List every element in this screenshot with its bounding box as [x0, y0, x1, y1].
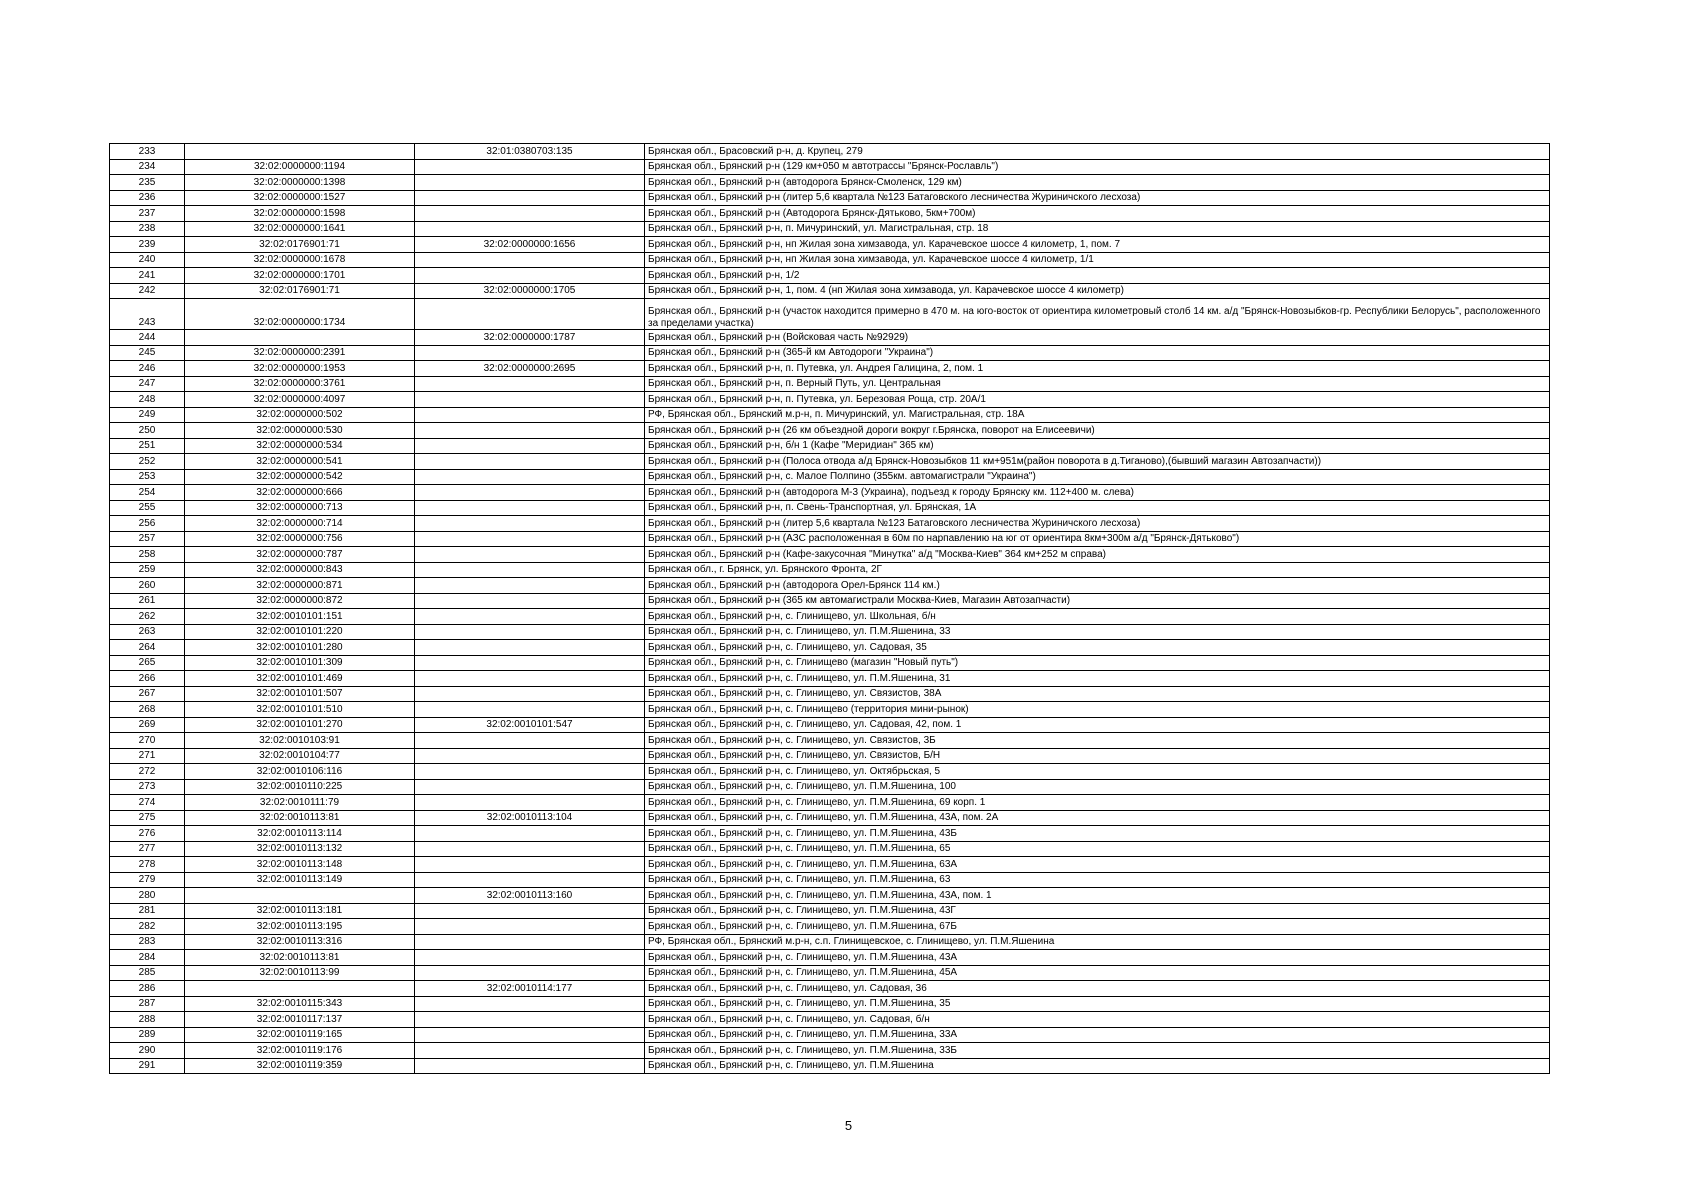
row-number-cell: 236: [110, 190, 185, 206]
related-cadastral-number-cell: 32:01:0380703:135: [415, 144, 645, 160]
address-cell: Брянская обл., Брянский р-н, с. Глинищево, ул. П.М.Яшенина, 31: [645, 671, 1550, 687]
cadastral-number-cell: 32:02:0010113:99: [185, 965, 415, 981]
table-row: [110, 857, 1550, 873]
cadastral-number-cell: 32:02:0000000:2391: [185, 345, 415, 361]
related-cadastral-number-cell: [415, 593, 645, 609]
address-cell: Брянская обл., Брянский р-н, с. Глинищево, ул. П.М.Яшенина, 33А: [645, 1027, 1550, 1043]
related-cadastral-number-cell: [415, 965, 645, 981]
cadastral-number-cell: 32:02:0010113:149: [185, 872, 415, 888]
related-cadastral-number-cell: [415, 702, 645, 718]
address-cell: Брянская обл., Брянский р-н (129 км+050 м автотрассы "Брянск-Рославль"): [645, 159, 1550, 175]
cadastral-number-cell: 32:02:0000000:542: [185, 469, 415, 485]
related-cadastral-number-cell: [415, 857, 645, 873]
row-number-cell: 287: [110, 996, 185, 1012]
cadastral-number-cell: 32:02:0176901:71: [185, 283, 415, 299]
row-number-cell: 260: [110, 578, 185, 594]
table-row: [110, 361, 1550, 377]
table-row: [110, 454, 1550, 470]
address-cell: Брянская обл., Брянский р-н, с. Глинищево, ул. П.М.Яшенина, 43Б: [645, 826, 1550, 842]
address-cell: Брянская обл., Брянский р-н, с. Глинищево, ул. Октябрьская, 5: [645, 764, 1550, 780]
row-number-cell: 277: [110, 841, 185, 857]
row-number-cell: 233: [110, 144, 185, 160]
cadastral-number-cell: 32:02:0000000:3761: [185, 376, 415, 392]
cadastral-number-cell: 32:02:0010113:148: [185, 857, 415, 873]
table-row: [110, 206, 1550, 222]
related-cadastral-number-cell: [415, 407, 645, 423]
related-cadastral-number-cell: [415, 159, 645, 175]
related-cadastral-number-cell: [415, 500, 645, 516]
table-row: [110, 593, 1550, 609]
row-number-cell: 262: [110, 609, 185, 625]
page-number: 5: [844, 1118, 853, 1133]
table-row: [110, 919, 1550, 935]
row-number-cell: 239: [110, 237, 185, 253]
row-number-cell: 247: [110, 376, 185, 392]
row-number-cell: 272: [110, 764, 185, 780]
row-number-cell: 258: [110, 547, 185, 563]
table-row: [110, 717, 1550, 733]
address-cell: Брянская обл., Брянский р-н (Полоса отвода а/д Брянск-Новозыбков 11 км+951м(район поворота в д.Тиганово),(бывший магазин Автозапчасти)): [645, 454, 1550, 470]
address-cell: Брянская обл., Брянский р-н, с. Глинищево, ул. П.М.Яшенина, 69 корп. 1: [645, 795, 1550, 811]
address-cell: Брянская обл., Брянский р-н (Кафе-закусочная "Минутка" а/д "Москва-Киев" 364 км+252 м справа): [645, 547, 1550, 563]
row-number-cell: 278: [110, 857, 185, 873]
related-cadastral-number-cell: [415, 252, 645, 268]
address-cell: Брянская обл., Брянский р-н, с. Глинищево, ул. Связистов, 3Б: [645, 733, 1550, 749]
cadastral-number-cell: 32:02:0010113:132: [185, 841, 415, 857]
related-cadastral-number-cell: 32:02:0000000:1705: [415, 283, 645, 299]
row-number-cell: 241: [110, 268, 185, 284]
row-number-cell: 259: [110, 562, 185, 578]
table-row: [110, 345, 1550, 361]
table-row: [110, 1027, 1550, 1043]
related-cadastral-number-cell: 32:02:0010114:177: [415, 981, 645, 997]
related-cadastral-number-cell: [415, 423, 645, 439]
address-cell: Брянская обл., Брянский р-н (автодорога М-3 (Украина), подъезд к городу Брянску км. 112+400 м. слева): [645, 485, 1550, 501]
cadastral-number-cell: 32:02:0000000:1194: [185, 159, 415, 175]
property-table-body: [110, 144, 1550, 1074]
related-cadastral-number-cell: [415, 686, 645, 702]
related-cadastral-number-cell: [415, 779, 645, 795]
address-cell: Брянская обл., Брянский р-н, с. Глинищево, ул. П.М.Яшенина, 43Г: [645, 903, 1550, 919]
table-row: [110, 764, 1550, 780]
row-number-cell: 256: [110, 516, 185, 532]
address-cell: Брянская обл., Брянский р-н (автодорога Орел-Брянск 114 км.): [645, 578, 1550, 594]
table-row: [110, 531, 1550, 547]
table-row: [110, 934, 1550, 950]
table-row: [110, 237, 1550, 253]
cadastral-number-cell: 32:02:0000000:872: [185, 593, 415, 609]
related-cadastral-number-cell: [415, 562, 645, 578]
address-cell: РФ, Брянская обл., Брянский м.р-н, п. Мичуринский, ул. Магистральная, стр. 18А: [645, 407, 1550, 423]
table-row: [110, 547, 1550, 563]
row-number-cell: 268: [110, 702, 185, 718]
table-row: [110, 903, 1550, 919]
row-number-cell: 240: [110, 252, 185, 268]
cadastral-number-cell: 32:02:0000000:1678: [185, 252, 415, 268]
related-cadastral-number-cell: [415, 748, 645, 764]
address-cell: Брянская обл., Брянский р-н, с. Глинищево, ул. П.М.Яшенина, 33: [645, 624, 1550, 640]
table-row: [110, 671, 1550, 687]
cadastral-number-cell: 32:02:0010119:176: [185, 1043, 415, 1059]
table-row: [110, 283, 1550, 299]
cadastral-number-cell: 32:02:0010103:91: [185, 733, 415, 749]
related-cadastral-number-cell: [415, 516, 645, 532]
table-row: [110, 144, 1550, 160]
address-cell: Брянская обл., Брянский р-н, с. Глинищево, ул. П.М.Яшенина, 35: [645, 996, 1550, 1012]
address-cell: Брянская обл., Брянский р-н, с. Глинищево, ул. П.М.Яшенина, 43А, пом. 2А: [645, 810, 1550, 826]
row-number-cell: 286: [110, 981, 185, 997]
table-row: [110, 810, 1550, 826]
row-number-cell: 253: [110, 469, 185, 485]
cadastral-number-cell: 32:02:0000000:530: [185, 423, 415, 439]
address-cell: Брянская обл., Брянский р-н, п. Верный Путь, ул. Центральная: [645, 376, 1550, 392]
related-cadastral-number-cell: [415, 1058, 645, 1074]
row-number-cell: 263: [110, 624, 185, 640]
row-number-cell: 288: [110, 1012, 185, 1028]
related-cadastral-number-cell: [415, 547, 645, 563]
table-row: [110, 655, 1550, 671]
row-number-cell: 237: [110, 206, 185, 222]
related-cadastral-number-cell: [415, 826, 645, 842]
table-row: [110, 407, 1550, 423]
address-cell: Брянская обл., Брянский р-н (автодорога Брянск-Смоленск, 129 км): [645, 175, 1550, 191]
related-cadastral-number-cell: [415, 1043, 645, 1059]
row-number-cell: 264: [110, 640, 185, 656]
related-cadastral-number-cell: 32:02:0000000:2695: [415, 361, 645, 377]
cadastral-number-cell: 32:02:0000000:1527: [185, 190, 415, 206]
address-cell: Брянская обл., Брянский р-н, с. Глинищево, ул. П.М.Яшенина, 43А, пом. 1: [645, 888, 1550, 904]
related-cadastral-number-cell: [415, 795, 645, 811]
row-number-cell: 273: [110, 779, 185, 795]
table-row: [110, 1058, 1550, 1074]
table-row: [110, 469, 1550, 485]
row-number-cell: 289: [110, 1027, 185, 1043]
table-row: [110, 733, 1550, 749]
table-row: [110, 159, 1550, 175]
row-number-cell: 285: [110, 965, 185, 981]
related-cadastral-number-cell: 32:02:0000000:1787: [415, 330, 645, 346]
row-number-cell: 266: [110, 671, 185, 687]
cadastral-number-cell: 32:02:0010119:165: [185, 1027, 415, 1043]
related-cadastral-number-cell: [415, 841, 645, 857]
address-cell: Брянская обл., Брянский р-н (365-й км Автодороги "Украина"): [645, 345, 1550, 361]
cadastral-number-cell: [185, 330, 415, 346]
cadastral-number-cell: 32:02:0000000:843: [185, 562, 415, 578]
row-number-cell: 274: [110, 795, 185, 811]
address-cell: Брянская обл., Брянский р-н (26 км объездной дороги вокруг г.Брянска, поворот на Елисеевичи): [645, 423, 1550, 439]
table-row: [110, 516, 1550, 532]
table-row: [110, 996, 1550, 1012]
related-cadastral-number-cell: [415, 733, 645, 749]
related-cadastral-number-cell: [415, 206, 645, 222]
related-cadastral-number-cell: [415, 950, 645, 966]
address-cell: Брянская обл., Брянский р-н, нп Жилая зона химзавода, ул. Карачевское шоссе 4 километр, 1/1: [645, 252, 1550, 268]
related-cadastral-number-cell: [415, 903, 645, 919]
address-cell: Брянская обл., Брянский р-н, с. Глинищево, ул. Связистов, Б/Н: [645, 748, 1550, 764]
address-cell: Брянская обл., Брянский р-н, с. Глинищево, ул. П.М.Яшенина, 45А: [645, 965, 1550, 981]
cadastral-number-cell: 32:02:0000000:1641: [185, 221, 415, 237]
cadastral-number-cell: 32:02:0010117:137: [185, 1012, 415, 1028]
related-cadastral-number-cell: [415, 919, 645, 935]
related-cadastral-number-cell: [415, 934, 645, 950]
row-number-cell: 235: [110, 175, 185, 191]
table-row: [110, 330, 1550, 346]
address-cell: Брянская обл., Брянский р-н, с. Глинищево, ул. П.М.Яшенина, 100: [645, 779, 1550, 795]
cadastral-number-cell: 32:02:0010101:469: [185, 671, 415, 687]
related-cadastral-number-cell: [415, 531, 645, 547]
table-row: [110, 500, 1550, 516]
cadastral-number-cell: 32:02:0000000:666: [185, 485, 415, 501]
address-cell: Брянская обл., Брянский р-н, с. Глинищево, ул. Садовая, 36: [645, 981, 1550, 997]
table-row: [110, 175, 1550, 191]
address-cell: Брянская обл., Брянский р-н, б/н 1 (Кафе "Меридиан" 365 км): [645, 438, 1550, 454]
address-cell: РФ, Брянская обл., Брянский м.р-н, с.п. Глинищевское, с. Глинищево, ул. П.М.Яшенина: [645, 934, 1550, 950]
cadastral-number-cell: 32:02:0000000:713: [185, 500, 415, 516]
cadastral-number-cell: 32:02:0010111:79: [185, 795, 415, 811]
table-row: [110, 950, 1550, 966]
related-cadastral-number-cell: [415, 655, 645, 671]
row-number-cell: 275: [110, 810, 185, 826]
row-number-cell: 249: [110, 407, 185, 423]
row-number-cell: 280: [110, 888, 185, 904]
table-row: [110, 190, 1550, 206]
row-number-cell: 246: [110, 361, 185, 377]
table-row: [110, 965, 1550, 981]
address-cell: Брянская обл., Брянский р-н, с. Глинищево, ул. П.М.Яшенина, 63А: [645, 857, 1550, 873]
row-number-cell: 290: [110, 1043, 185, 1059]
table-row: [110, 702, 1550, 718]
related-cadastral-number-cell: [415, 190, 645, 206]
row-number-cell: 248: [110, 392, 185, 408]
cadastral-number-cell: 32:02:0000000:4097: [185, 392, 415, 408]
cadastral-number-cell: 32:02:0010113:195: [185, 919, 415, 935]
row-number-cell: 291: [110, 1058, 185, 1074]
row-number-cell: 283: [110, 934, 185, 950]
cadastral-number-cell: 32:02:0000000:1734: [185, 299, 415, 330]
table-row: [110, 640, 1550, 656]
cadastral-number-cell: 32:02:0010106:116: [185, 764, 415, 780]
row-number-cell: 243: [110, 299, 185, 330]
row-number-cell: 269: [110, 717, 185, 733]
related-cadastral-number-cell: 32:02:0010113:160: [415, 888, 645, 904]
table-row: [110, 299, 1550, 330]
table-row: [110, 423, 1550, 439]
address-cell: Брянская обл., Брянский р-н (литер 5,6 квартала №123 Батаговского лесничества Журиничского лесхоза): [645, 190, 1550, 206]
row-number-cell: 284: [110, 950, 185, 966]
row-number-cell: 244: [110, 330, 185, 346]
table-row: [110, 578, 1550, 594]
row-number-cell: 234: [110, 159, 185, 175]
related-cadastral-number-cell: [415, 764, 645, 780]
table-row: [110, 888, 1550, 904]
related-cadastral-number-cell: [415, 438, 645, 454]
cadastral-number-cell: [185, 981, 415, 997]
address-cell: Брянская обл., Брянский р-н, п. Свень-Транспортная, ул. Брянская, 1А: [645, 500, 1550, 516]
table-row: [110, 981, 1550, 997]
address-cell: Брянская обл., Брянский р-н, с. Глинищево, ул. Садовая, 42, пом. 1: [645, 717, 1550, 733]
table-row: [110, 872, 1550, 888]
row-number-cell: 242: [110, 283, 185, 299]
address-cell: Брянская обл., Брянский р-н, с. Малое Полпино (355км. автомагистрали "Украина"): [645, 469, 1550, 485]
address-cell: Брянская обл., Брянский р-н, с. Глинищево, ул. П.М.Яшенина: [645, 1058, 1550, 1074]
related-cadastral-number-cell: [415, 299, 645, 330]
cadastral-number-cell: 32:02:0000000:714: [185, 516, 415, 532]
row-number-cell: 257: [110, 531, 185, 547]
cadastral-number-cell: 32:02:0010119:359: [185, 1058, 415, 1074]
cadastral-number-cell: [185, 144, 415, 160]
related-cadastral-number-cell: [415, 376, 645, 392]
address-cell: Брянская обл., Брянский р-н (365 км автомагистрали Москва-Киев, Магазин Автозапчасти): [645, 593, 1550, 609]
related-cadastral-number-cell: 32:02:0010113:104: [415, 810, 645, 826]
address-cell: Брянская обл., Брянский р-н (Войсковая часть №92929): [645, 330, 1550, 346]
cadastral-number-cell: 32:02:0000000:756: [185, 531, 415, 547]
cadastral-number-cell: 32:02:0010101:507: [185, 686, 415, 702]
cadastral-number-cell: 32:02:0000000:1398: [185, 175, 415, 191]
table-row: [110, 779, 1550, 795]
related-cadastral-number-cell: [415, 268, 645, 284]
related-cadastral-number-cell: [415, 609, 645, 625]
cadastral-number-cell: 32:02:0010101:309: [185, 655, 415, 671]
address-cell: Брянская обл., Брянский р-н, с. Глинищево, ул. Садовая, 35: [645, 640, 1550, 656]
table-row: [110, 1012, 1550, 1028]
related-cadastral-number-cell: [415, 640, 645, 656]
address-cell: Брянская обл., Брянский р-н, с. Глинищево, ул. П.М.Яшенина, 65: [645, 841, 1550, 857]
cadastral-number-cell: 32:02:0010101:270: [185, 717, 415, 733]
address-cell: Брянская обл., Брянский р-н, п. Путевка, ул. Андрея Галицина, 2, пом. 1: [645, 361, 1550, 377]
related-cadastral-number-cell: [415, 485, 645, 501]
related-cadastral-number-cell: 32:02:0000000:1656: [415, 237, 645, 253]
cadastral-number-cell: 32:02:0000000:541: [185, 454, 415, 470]
cadastral-number-cell: 32:02:0010113:114: [185, 826, 415, 842]
cadastral-number-cell: 32:02:0010101:280: [185, 640, 415, 656]
address-cell: Брянская обл., Брянский р-н, 1, пом. 4 (нп Жилая зона химзавода, ул. Карачевское шоссе 4 километр): [645, 283, 1550, 299]
property-table: [109, 143, 1550, 1074]
row-number-cell: 281: [110, 903, 185, 919]
table-row: [110, 841, 1550, 857]
related-cadastral-number-cell: [415, 872, 645, 888]
cadastral-number-cell: 32:02:0010113:316: [185, 934, 415, 950]
address-cell: Брянская обл., Брянский р-н (участок находится примерно в 470 м. на юго-восток от ориентира километровый столб 14 км. а/д "Брянск-Новозыбков-гр. Республики Белорусь", расположенного за пределами участка): [645, 299, 1550, 330]
address-cell: Брянская обл., Брянский р-н (литер 5,6 квартала №123 Батаговского лесничества Журиничского лесхоза): [645, 516, 1550, 532]
related-cadastral-number-cell: [415, 345, 645, 361]
related-cadastral-number-cell: [415, 392, 645, 408]
cadastral-number-cell: 32:02:0000000:1598: [185, 206, 415, 222]
related-cadastral-number-cell: [415, 624, 645, 640]
cadastral-number-cell: [185, 888, 415, 904]
table-row: [110, 268, 1550, 284]
address-cell: Брянская обл., Брянский р-н, с. Глинищево, ул. П.М.Яшенина, 63: [645, 872, 1550, 888]
row-number-cell: 270: [110, 733, 185, 749]
address-cell: Брянская обл., Брянский р-н, п. Путевка, ул. Березовая Роща, стр. 20А/1: [645, 392, 1550, 408]
row-number-cell: 251: [110, 438, 185, 454]
address-cell: Брянская обл., Брянский р-н, с. Глинищево, ул. П.М.Яшенина, 43А: [645, 950, 1550, 966]
address-cell: Брянская обл., Брасовский р-н, д. Крупец, 279: [645, 144, 1550, 160]
row-number-cell: 271: [110, 748, 185, 764]
table-row: [110, 686, 1550, 702]
related-cadastral-number-cell: [415, 996, 645, 1012]
related-cadastral-number-cell: [415, 175, 645, 191]
row-number-cell: 261: [110, 593, 185, 609]
cadastral-number-cell: 32:02:0000000:787: [185, 547, 415, 563]
table-row: [110, 485, 1550, 501]
cadastral-number-cell: 32:02:0010101:510: [185, 702, 415, 718]
table-row: [110, 624, 1550, 640]
table-row: [110, 392, 1550, 408]
cadastral-number-cell: 32:02:0010113:181: [185, 903, 415, 919]
cadastral-number-cell: 32:02:0010115:343: [185, 996, 415, 1012]
cadastral-number-cell: 32:02:0176901:71: [185, 237, 415, 253]
row-number-cell: 252: [110, 454, 185, 470]
related-cadastral-number-cell: [415, 1012, 645, 1028]
cadastral-number-cell: 32:02:0000000:871: [185, 578, 415, 594]
related-cadastral-number-cell: [415, 221, 645, 237]
address-cell: Брянская обл., Брянский р-н (АЗС расположенная в 60м по нарпавлению на юг от ориентира 8км+300м а/д "Брянск-Дятьково"): [645, 531, 1550, 547]
related-cadastral-number-cell: [415, 578, 645, 594]
address-cell: Брянская обл., Брянский р-н, с. Глинищево (магазин "Новый путь"): [645, 655, 1550, 671]
address-cell: Брянская обл., Брянский р-н (Автодорога Брянск-Дятьково, 5км+700м): [645, 206, 1550, 222]
row-number-cell: 245: [110, 345, 185, 361]
row-number-cell: 265: [110, 655, 185, 671]
address-cell: Брянская обл., Брянский р-н, с. Глинищево, ул. П.М.Яшенина, 33Б: [645, 1043, 1550, 1059]
related-cadastral-number-cell: [415, 454, 645, 470]
address-cell: Брянская обл., Брянский р-н, п. Мичуринский, ул. Магистральная, стр. 18: [645, 221, 1550, 237]
cadastral-number-cell: 32:02:0010104:77: [185, 748, 415, 764]
cadastral-number-cell: 32:02:0010101:220: [185, 624, 415, 640]
row-number-cell: 276: [110, 826, 185, 842]
table-row: [110, 609, 1550, 625]
related-cadastral-number-cell: [415, 1027, 645, 1043]
related-cadastral-number-cell: 32:02:0010101:547: [415, 717, 645, 733]
cadastral-number-cell: 32:02:0010113:81: [185, 810, 415, 826]
table-row: [110, 748, 1550, 764]
row-number-cell: 282: [110, 919, 185, 935]
address-cell: Брянская обл., Брянский р-н, с. Глинищево, ул. П.М.Яшенина, 67Б: [645, 919, 1550, 935]
row-number-cell: 254: [110, 485, 185, 501]
cadastral-number-cell: 32:02:0000000:534: [185, 438, 415, 454]
address-cell: Брянская обл., г. Брянск, ул. Брянского Фронта, 2Г: [645, 562, 1550, 578]
row-number-cell: 238: [110, 221, 185, 237]
table-row: [110, 252, 1550, 268]
address-cell: Брянская обл., Брянский р-н, 1/2: [645, 268, 1550, 284]
table-row: [110, 438, 1550, 454]
address-cell: Брянская обл., Брянский р-н, с. Глинищево (территория мини-рынок): [645, 702, 1550, 718]
address-cell: Брянская обл., Брянский р-н, с. Глинищево, ул. Садовая, б/н: [645, 1012, 1550, 1028]
cadastral-number-cell: 32:02:0000000:502: [185, 407, 415, 423]
row-number-cell: 250: [110, 423, 185, 439]
related-cadastral-number-cell: [415, 671, 645, 687]
cadastral-number-cell: 32:02:0010110:225: [185, 779, 415, 795]
address-cell: Брянская обл., Брянский р-н, нп Жилая зона химзавода, ул. Карачевское шоссе 4 километр, 1, пом. 7: [645, 237, 1550, 253]
cadastral-number-cell: 32:02:0010101:151: [185, 609, 415, 625]
table-row: [110, 1043, 1550, 1059]
row-number-cell: 255: [110, 500, 185, 516]
cadastral-number-cell: 32:02:0010113:81: [185, 950, 415, 966]
table-row: [110, 795, 1550, 811]
table-row: [110, 221, 1550, 237]
address-cell: Брянская обл., Брянский р-н, с. Глинищево, ул. Связистов, 38А: [645, 686, 1550, 702]
table-row: [110, 826, 1550, 842]
cadastral-number-cell: 32:02:0000000:1953: [185, 361, 415, 377]
table-row: [110, 376, 1550, 392]
row-number-cell: 267: [110, 686, 185, 702]
address-cell: Брянская обл., Брянский р-н, с. Глинищево, ул. Школьная, б/н: [645, 609, 1550, 625]
row-number-cell: 279: [110, 872, 185, 888]
table-row: [110, 562, 1550, 578]
related-cadastral-number-cell: [415, 469, 645, 485]
cadastral-number-cell: 32:02:0000000:1701: [185, 268, 415, 284]
